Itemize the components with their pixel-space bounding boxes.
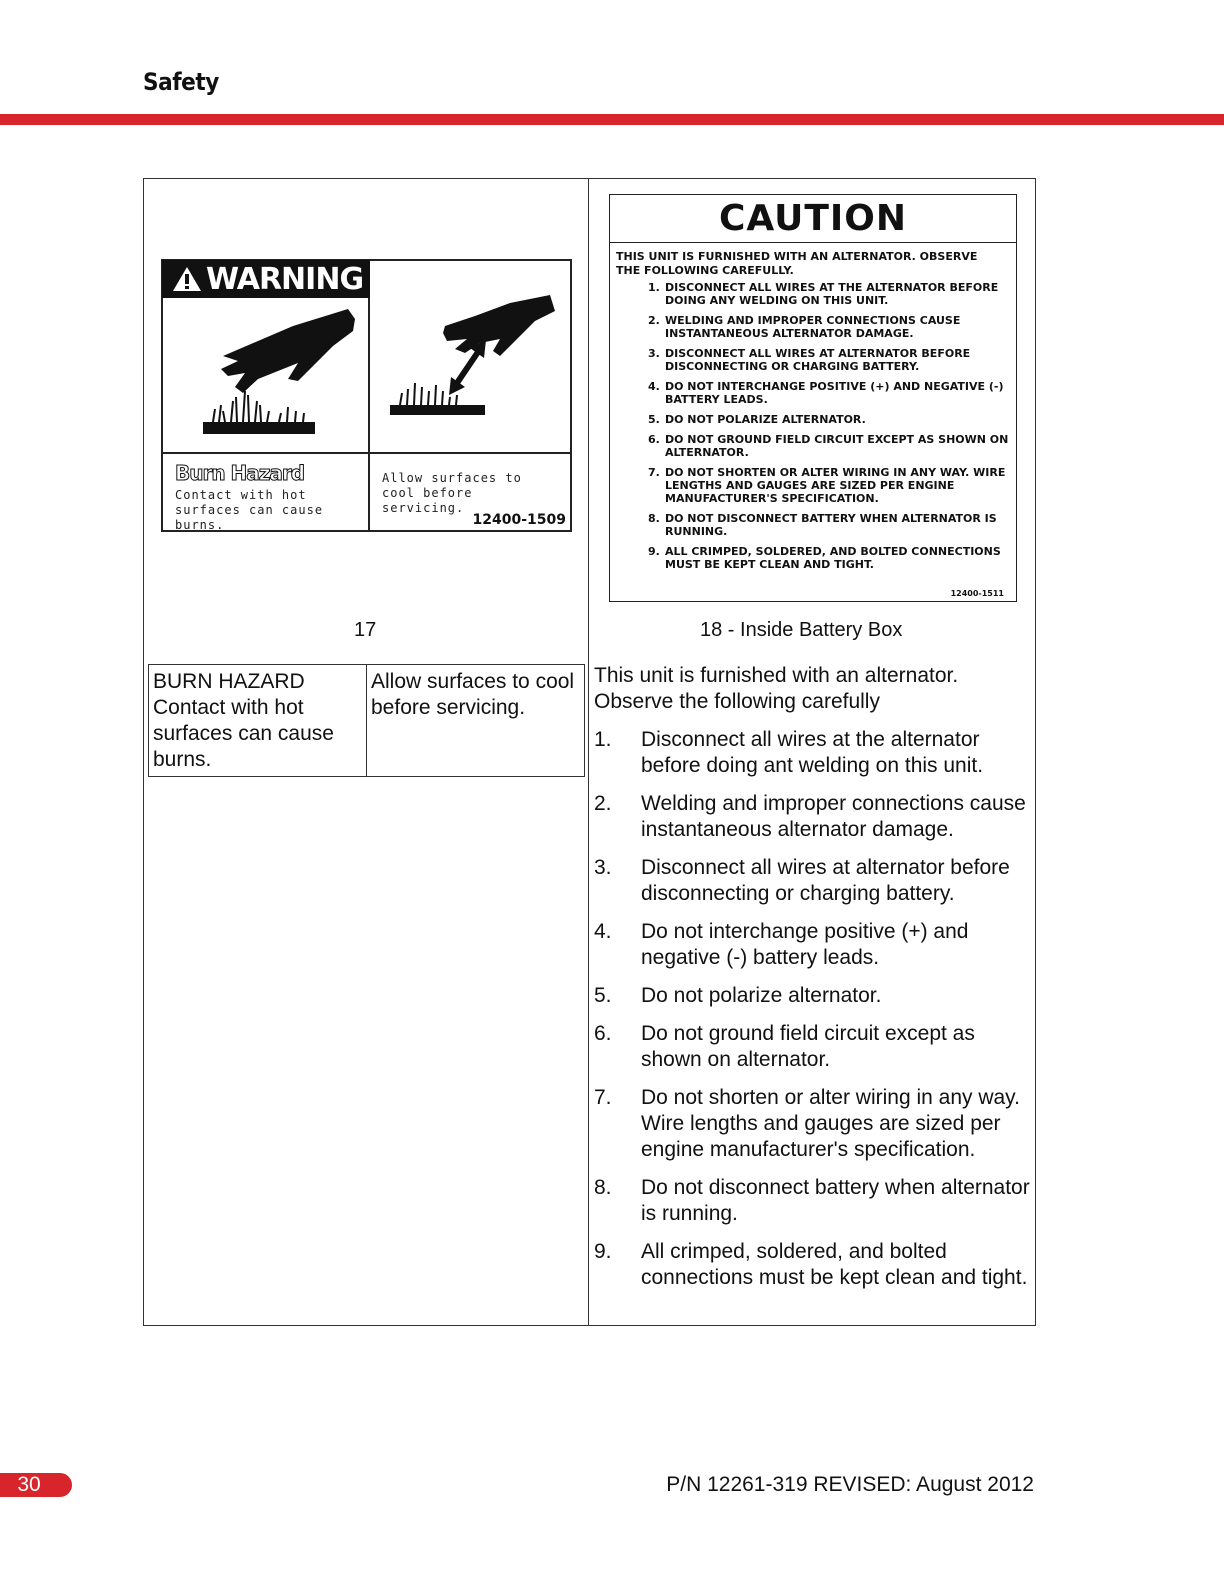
item-text: DISCONNECT ALL WIRES AT THE ALTERNATOR BEFORE DOING ANY WELDING ON THIS UNIT. xyxy=(665,281,999,307)
list-item xyxy=(594,1239,1034,1291)
caution-item xyxy=(610,413,1016,426)
item-text: DO NOT DISCONNECT BATTERY WHEN ALTERNATOR IS RUNNING. xyxy=(665,512,997,538)
item-text: Disconnect all wires at the alternator before doing ant welding on this unit. xyxy=(641,728,984,777)
item-number: 5. xyxy=(648,413,660,426)
decal-table xyxy=(143,178,1036,1326)
caution-item xyxy=(610,512,1016,538)
item-number: 9. xyxy=(648,545,660,558)
item-number: 2. xyxy=(594,792,612,815)
list-item xyxy=(594,983,1034,1009)
item-number: 5. xyxy=(594,984,612,1007)
section-title: Safety xyxy=(143,68,219,96)
list-item xyxy=(594,1021,1034,1073)
item-number: 4. xyxy=(594,920,612,943)
item-number: 9. xyxy=(594,1240,612,1263)
item-text: Do not interchange positive (+) and negative (-) battery leads. xyxy=(641,920,969,969)
figure-caption-17: 17 xyxy=(354,619,377,641)
cool-before-servicing-cell: Allow surfaces to cool before servicing. xyxy=(371,670,575,719)
item-text: DISCONNECT ALL WIRES AT ALTERNATOR BEFORE DISCONNECTING OR CHARGING BATTERY. xyxy=(665,347,971,373)
item-text: Do not polarize alternator. xyxy=(641,984,882,1007)
item-number: 3. xyxy=(594,856,612,879)
burn-hazard-table xyxy=(148,664,585,777)
decal-part-number: 12400-1511 xyxy=(950,589,1004,598)
item-number: 6. xyxy=(594,1022,612,1045)
decal-divider xyxy=(368,261,370,530)
figure-caption-18: 18 - Inside Battery Box xyxy=(700,619,903,641)
list-item xyxy=(594,919,1034,971)
list-item xyxy=(594,727,1034,779)
list-item xyxy=(594,791,1034,843)
item-text: DO NOT GROUND FIELD CIRCUIT EXCEPT AS SHOWN ON ALTERNATOR. xyxy=(665,433,1009,459)
list-item xyxy=(594,855,1034,907)
column-divider xyxy=(588,179,589,1325)
item-text: Do not disconnect battery when alternator is running. xyxy=(641,1176,1030,1225)
item-text: Do not ground field circuit except as shown on alternator. xyxy=(641,1022,975,1071)
item-text: Do not shorten or alter wiring in any way. Wire lengths and gauges are sized per engine manufacturer's specification. xyxy=(641,1086,1020,1161)
item-number: 3. xyxy=(648,347,660,360)
warning-label: WARNING xyxy=(206,261,364,297)
item-number: 8. xyxy=(648,512,660,525)
caution-item xyxy=(610,380,1016,406)
item-text: ALL CRIMPED, SOLDERED, AND BOLTED CONNECTIONS MUST BE KEPT CLEAN AND TIGHT. xyxy=(665,545,1001,571)
item-text: WELDING AND IMPROPER CONNECTIONS CAUSE INSTANTANEOUS ALTERNATOR DAMAGE. xyxy=(665,314,961,340)
decal-part-number: 12400-1509 xyxy=(472,512,566,528)
keep-distance-hand-icon xyxy=(385,291,565,421)
item-text: Welding and improper connections cause instantaneous alternator damage. xyxy=(641,792,1026,841)
warning-banner xyxy=(162,260,370,298)
burn-hazard-text: Contact with hot surfaces can cause burns. xyxy=(175,488,324,532)
caution-heading: CAUTION xyxy=(610,195,1016,243)
caution-item xyxy=(610,281,1016,307)
caution-item xyxy=(610,433,1016,459)
list-item xyxy=(594,1175,1034,1227)
item-text: DO NOT POLARIZE ALTERNATOR. xyxy=(665,413,866,426)
item-number: 6. xyxy=(648,433,660,446)
item-text: DO NOT SHORTEN OR ALTER WIRING IN ANY WAY. WIRE LENGTHS AND GAUGES ARE SIZED PER ENGINE MANUFACTURER'S SPECIFICATION. xyxy=(665,466,1006,505)
alternator-intro: This unit is furnished with an alternator. Observe the following carefully xyxy=(594,664,959,713)
item-number: 1. xyxy=(594,728,612,751)
hot-surface-hand-icon xyxy=(203,301,363,441)
cool-before-servicing-text: Allow surfaces to cool before servicing. xyxy=(382,471,522,515)
item-number: 8. xyxy=(594,1176,612,1199)
caution-decal xyxy=(609,194,1017,602)
caution-item xyxy=(610,314,1016,340)
caution-item xyxy=(610,466,1016,505)
item-text: Disconnect all wires at alternator before disconnecting or charging battery. xyxy=(641,856,1010,905)
item-text: DO NOT INTERCHANGE POSITIVE (+) AND NEGATIVE (-) BATTERY LEADS. xyxy=(665,380,1004,406)
caution-item xyxy=(610,347,1016,373)
item-number: 1. xyxy=(648,281,660,294)
decal-divider xyxy=(163,452,570,454)
list-item xyxy=(594,1085,1034,1163)
warning-decal xyxy=(161,259,572,532)
burn-hazard-title: Burn Hazard xyxy=(175,461,305,485)
header-rule xyxy=(0,114,1224,125)
alternator-instructions xyxy=(594,663,1034,1303)
item-number: 4. xyxy=(648,380,660,393)
item-number: 2. xyxy=(648,314,660,327)
item-text: All crimped, soldered, and bolted connections must be kept clean and tight. xyxy=(641,1240,1028,1289)
item-number: 7. xyxy=(648,466,660,479)
caution-list xyxy=(610,281,1016,578)
item-number: 7. xyxy=(594,1086,612,1109)
page-number: 30 xyxy=(0,1473,72,1497)
caution-item xyxy=(610,545,1016,571)
document-revision: P/N 12261-319 REVISED: August 2012 xyxy=(666,1473,1034,1496)
burn-hazard-cell: BURN HAZARD Contact with hot surfaces can cause burns. xyxy=(149,665,367,776)
caution-intro: THIS UNIT IS FURNISHED WITH AN ALTERNATOR. OBSERVE THE FOLLOWING CAREFULLY. xyxy=(616,250,978,277)
warning-triangle-icon xyxy=(172,266,202,292)
